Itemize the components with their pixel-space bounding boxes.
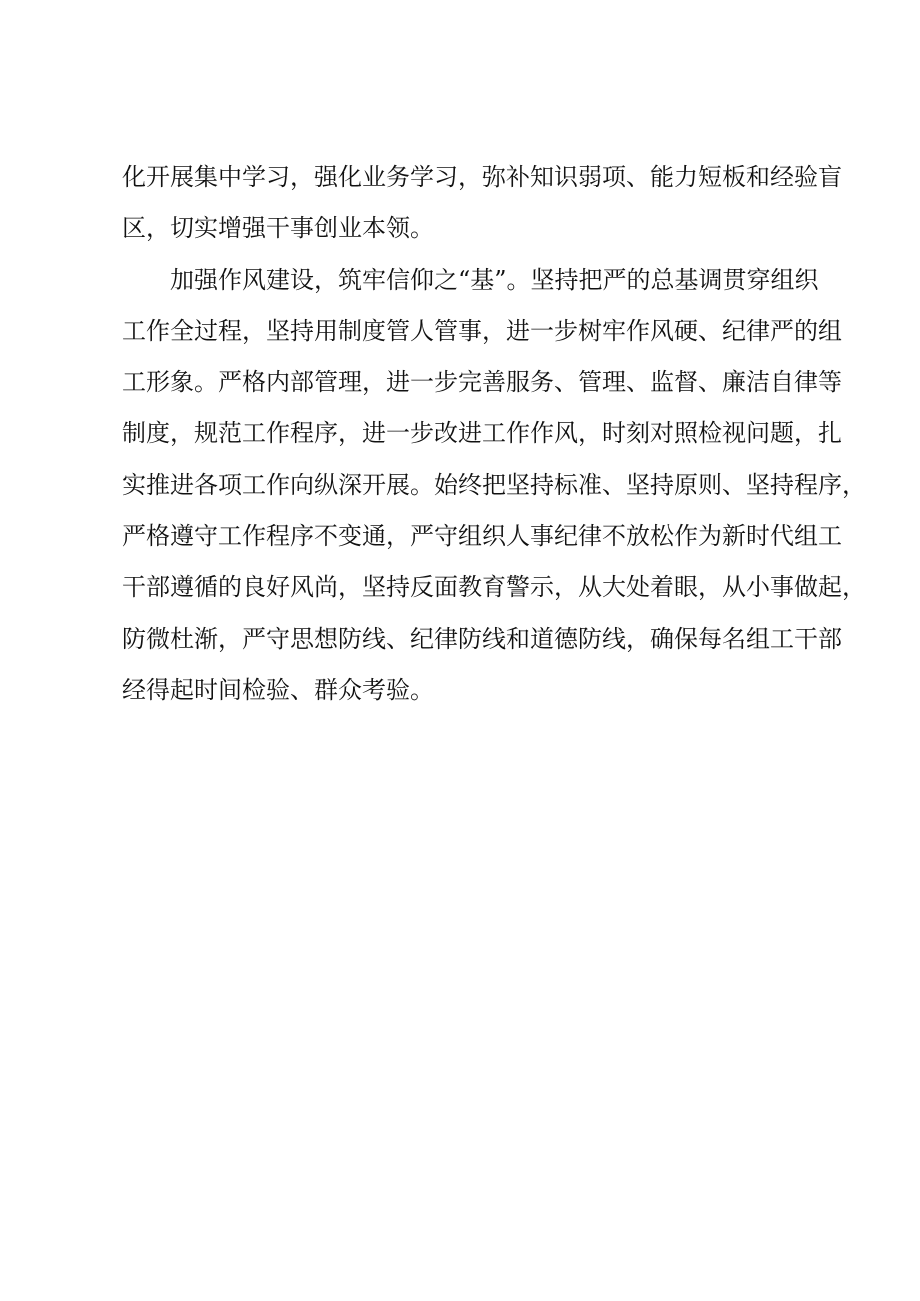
paragraph-line: 严格遵守工作程序不变通，严守组织人事纪律不放松作为新时代组工 (122, 522, 842, 551)
paragraph-line: 化开展集中学习，强化业务学习，弥补知识弱项、能力短板和经验盲 (122, 163, 842, 191)
paragraph-line: 干部遵循的良好风尚，坚持反面教育警示，从大处着眼，从小事做起， (122, 573, 866, 602)
paragraph-line: 防微杜渐，严守思想防线、纪律防线和道德防线，确保每名组工干部 (122, 624, 842, 653)
paragraph-line: 工形象。严格内部管理，进一步完善服务、管理、监督、廉洁自律等 (122, 368, 842, 397)
paragraph-line: 制度，规范工作程序，进一步改进工作作风，时刻对照检视问题，扎 (122, 419, 842, 448)
paragraph-line: 工作全过程，坚持用制度管人管事，进一步树牢作风硬、纪律严的组 (122, 316, 842, 345)
paragraph-line: 区，切实增强干事创业本领。 (122, 214, 434, 243)
paragraph-line: 加强作风建设，筑牢信仰之“基”。坚持把严的总基调贯穿组织 (170, 265, 819, 294)
document-body (122, 152, 866, 716)
paragraph-line: 经得起时间检验、群众考验。 (122, 675, 434, 704)
paragraph-1 (122, 152, 842, 255)
paragraph-line: 实推进各项工作向纵深开展。始终把坚持标准、坚持原则、坚持程序， (122, 470, 866, 499)
paragraph-2 (122, 255, 866, 717)
